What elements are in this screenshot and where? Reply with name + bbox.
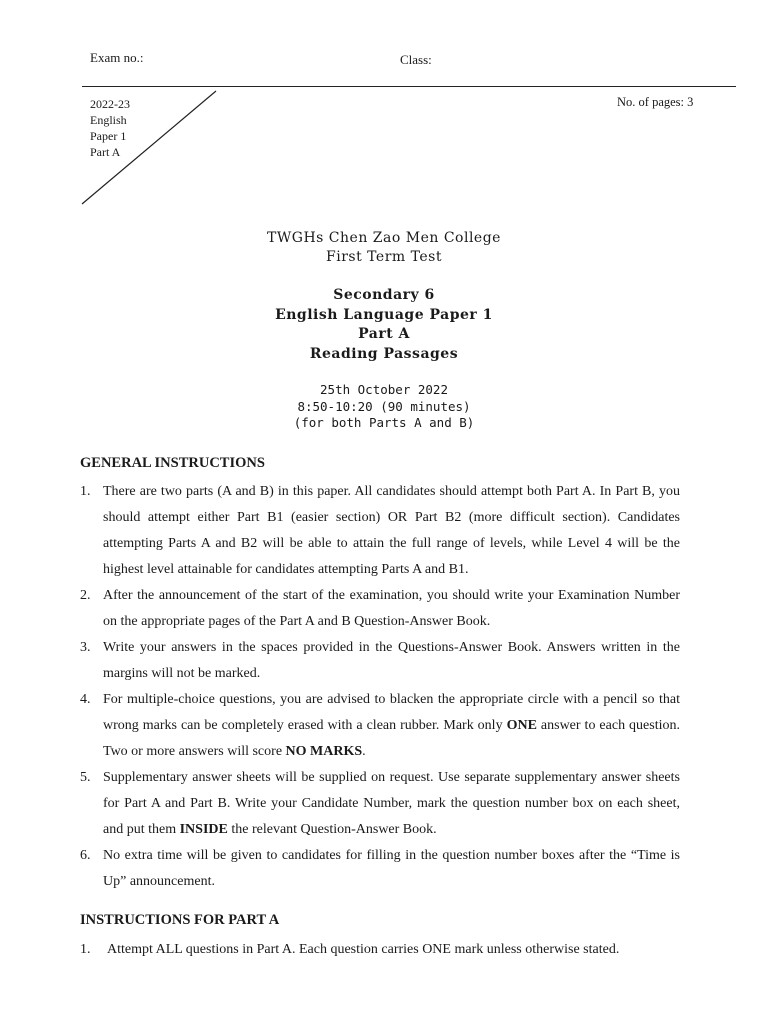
corner-year: 2022-23 bbox=[90, 97, 130, 111]
list-item bbox=[80, 583, 680, 635]
class-label: Class: bbox=[400, 52, 432, 67]
item-text: Attempt ALL questions in Part A. Each question carries ONE mark unless otherwise stated. bbox=[107, 942, 620, 957]
part-a-instructions-heading: INSTRUCTIONS FOR PART A bbox=[80, 912, 280, 928]
corner-part: Part A bbox=[90, 145, 121, 159]
exam-no-label: Exam no.: bbox=[90, 50, 144, 65]
item-text: No extra time will be given to candidates for filling in the question number boxes after the “Time is Up” announcement. bbox=[103, 848, 680, 889]
item-number: 1. bbox=[80, 942, 91, 957]
item-text: the relevant Question-Answer Book. bbox=[227, 822, 437, 837]
item-text: For multiple-choice questions, you are advised to blacken the appropriate circle with a pencil so that wrong marks can be completely erased with a clean rubber. Mark only bbox=[103, 692, 680, 733]
corner-paper: Paper 1 bbox=[90, 129, 127, 143]
exam-time: 8:50-10:20 (90 minutes) bbox=[297, 398, 471, 414]
page-count: No. of pages: 3 bbox=[617, 95, 694, 109]
part-a-instructions-list bbox=[80, 937, 690, 963]
title-block bbox=[0, 229, 768, 267]
item-text: answer to each question. Two or more answers will score bbox=[103, 718, 680, 759]
item-number: 5. bbox=[80, 770, 91, 785]
item-number: 3. bbox=[80, 640, 91, 655]
item-text: Write your answers in the spaces provided in the Questions-Answer Book. Answers written in the margins will not be marked. bbox=[103, 640, 680, 681]
college-name: TWGHs Chen Zao Men College bbox=[267, 230, 501, 246]
list-item bbox=[80, 479, 680, 583]
item-number: 6. bbox=[80, 848, 91, 863]
test-name: First Term Test bbox=[326, 249, 442, 265]
item-number: 4. bbox=[80, 692, 91, 707]
item-bold-text: NO MARKS bbox=[285, 744, 363, 759]
corner-info bbox=[90, 96, 130, 160]
list-item bbox=[80, 937, 690, 963]
level-title: Secondary 6 bbox=[333, 287, 435, 303]
exam-date: 25th October 2022 bbox=[320, 382, 448, 397]
list-item bbox=[80, 687, 680, 765]
item-number: 1. bbox=[80, 484, 91, 499]
list-item bbox=[80, 843, 680, 895]
item-bold-text: ONE bbox=[506, 718, 537, 733]
section-title: Reading Passages bbox=[309, 345, 459, 362]
paper-title-block bbox=[0, 286, 768, 364]
general-instructions-heading: GENERAL INSTRUCTIONS bbox=[80, 455, 265, 471]
part-title: Part A bbox=[358, 326, 410, 342]
item-text: After the announcement of the start of the examination, you should write your Examination Number on the appropriate pages of the Part A and B Question-Answer Book. bbox=[103, 588, 680, 629]
paper-title: English Language Paper 1 bbox=[275, 306, 493, 323]
corner-subject: English bbox=[90, 113, 127, 127]
item-text: There are two parts (A and B) in this paper. All candidates should attempt both Part A. In Part B, you should attempt either Part B1 (easier section) OR Part B2 (more difficult section). Candidates attempting Parts A and B2 will be able to attain the full range of levels, while Level 4 will be the highest level attainable for candidates attempting Parts A and B1. bbox=[103, 484, 680, 577]
item-number: 2. bbox=[80, 588, 91, 603]
general-instructions-list bbox=[80, 479, 680, 895]
item-bold-text: INSIDE bbox=[179, 822, 228, 837]
schedule-block bbox=[0, 382, 768, 432]
list-item bbox=[80, 765, 680, 843]
exam-scope: (for both Parts A and B) bbox=[293, 415, 475, 430]
item-text: Supplementary answer sheets will be supplied on request. Use separate supplementary answer sheets for Part A and Part B. Write your Candidate Number, mark the question number box on each sheet, and put them bbox=[103, 770, 680, 837]
item-text: . bbox=[362, 744, 366, 759]
list-item bbox=[80, 635, 680, 687]
